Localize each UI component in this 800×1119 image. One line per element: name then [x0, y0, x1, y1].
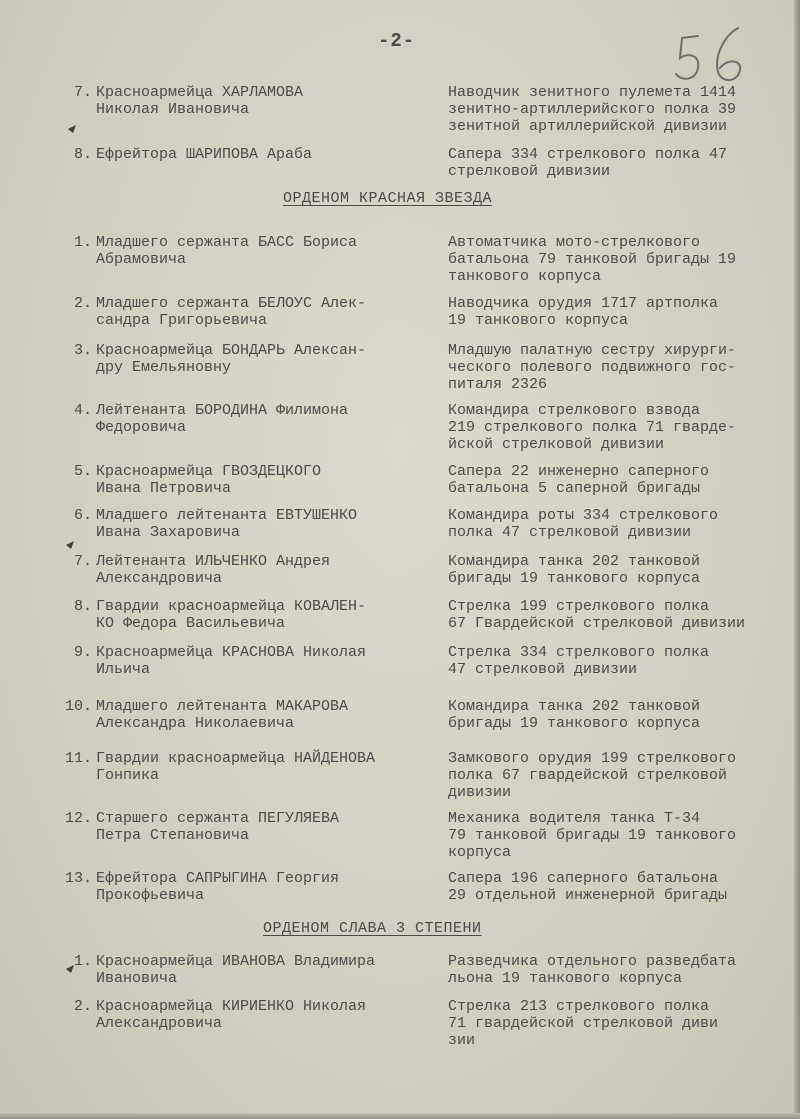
unit-line: бригады 19 танкового корпуса: [448, 715, 701, 732]
archive-handwritten-number: [668, 22, 758, 92]
unit-line: танкового корпуса: [448, 268, 602, 285]
recipient-unit: [448, 507, 798, 541]
recipient-name: [96, 146, 436, 163]
unit-line: Стрелка 334 стрелкового полка: [448, 644, 710, 661]
entry-number: 10.: [64, 698, 92, 715]
recipient-unit: [448, 644, 798, 678]
page-edge-bottom: [0, 1113, 800, 1119]
entry-number: 6.: [73, 507, 92, 524]
entry-number: 2.: [73, 295, 92, 312]
recipient-name: [96, 953, 436, 987]
recipient-name: [96, 644, 436, 678]
unit-line: стрелковой дивизии: [448, 163, 611, 180]
entry-number: 8.: [73, 598, 92, 615]
name-line: Старшего сержанта ПЕГУЛЯЕВА: [96, 810, 340, 827]
name-line: Младшего сержанта БЕЛОУС Алек-: [96, 295, 367, 312]
recipient-unit: [448, 598, 798, 632]
name-line: Красноармейца БОНДАРЬ Алексан-: [96, 342, 367, 359]
unit-line: льона 19 танкового корпуса: [448, 970, 683, 987]
unit-line: Командира стрелкового взвода: [448, 402, 701, 419]
unit-line: Наводчика орудия 1717 артполка: [448, 295, 719, 312]
name-line: Ивана Захаровича: [96, 524, 241, 541]
name-line: Ефрейтора САПРЫГИНА Георгия: [96, 870, 340, 887]
name-line: Александровича: [96, 1015, 223, 1032]
recipient-name: [96, 342, 436, 376]
name-line: Федоровича: [96, 419, 187, 436]
recipient-name: [96, 295, 436, 329]
recipient-unit: [448, 295, 798, 329]
recipient-unit: [448, 84, 798, 135]
name-line: Младшего лейтенанта МАКАРОВА: [96, 698, 349, 715]
recipient-name: [96, 507, 436, 541]
recipient-unit: [448, 553, 798, 587]
unit-line: 79 танковой бригады 19 танкового: [448, 827, 737, 844]
name-line: дру Емельяновну: [96, 359, 232, 376]
name-line: Александра Николаевича: [96, 715, 295, 732]
name-line: Красноармейца ХАРЛАМОВА: [96, 84, 304, 101]
name-line: Гвардии красноармейца НАЙДЕНОВА: [96, 750, 376, 767]
unit-line: Сапера 334 стрелкового полка 47: [448, 146, 728, 163]
unit-line: полка 67 гвардейской стрелковой: [448, 767, 728, 784]
name-line: Прокофьевича: [96, 887, 205, 904]
recipient-name: [96, 234, 436, 268]
entry-number: 9.: [73, 644, 92, 661]
recipient-unit: [448, 698, 798, 732]
recipient-unit: [448, 750, 798, 801]
unit-line: 219 стрелкового полка 71 гварде-: [448, 419, 737, 436]
name-line: Младшего сержанта БАСС Бориса: [96, 234, 358, 251]
unit-line: Разведчика отдельного разведбата: [448, 953, 737, 970]
recipient-unit: [448, 998, 798, 1049]
unit-line: Командира роты 334 стрелкового: [448, 507, 719, 524]
entry-number: 11.: [64, 750, 92, 767]
name-line: КО Федора Васильевича: [96, 615, 286, 632]
recipient-unit: [448, 342, 798, 393]
entry-number: 12.: [64, 810, 92, 827]
punch-mark: [64, 538, 76, 550]
recipient-name: [96, 698, 436, 732]
name-line: Красноармейца КРАСНОВА Николая: [96, 644, 367, 661]
entry-number: 5.: [73, 463, 92, 480]
entry-number: 4.: [73, 402, 92, 419]
name-line: Младшего лейтенанта ЕВТУШЕНКО: [96, 507, 358, 524]
recipient-unit: [448, 810, 798, 861]
unit-line: Механика водителя танка Т-34: [448, 810, 701, 827]
unit-line: зенитно-артиллерийского полка 39: [448, 101, 737, 118]
punch-mark: [64, 962, 76, 974]
entry-number: 7.: [73, 553, 92, 570]
entry-number: 2.: [73, 998, 92, 1015]
unit-line: Стрелка 213 стрелкового полка: [448, 998, 710, 1015]
name-line: Абрамовича: [96, 251, 187, 268]
punch-mark: [66, 122, 78, 134]
unit-line: 29 отдельной инженерной бригады: [448, 887, 728, 904]
name-line: Лейтенанта ИЛЬЧЕНКО Андрея: [96, 553, 331, 570]
name-line: Александровича: [96, 570, 223, 587]
unit-line: батальона 5 саперной бригады: [448, 480, 701, 497]
name-line: Ефрейтора ШАРИПОВА Араба: [96, 146, 313, 163]
name-line: Красноармейца ИВАНОВА Владимира: [96, 953, 376, 970]
entry-number: 8.: [73, 146, 92, 163]
recipient-name: [96, 998, 436, 1032]
unit-line: Автоматчика мото-стрелкового: [448, 234, 701, 251]
name-line: Николая Ивановича: [96, 101, 250, 118]
unit-line: Командира танка 202 танковой: [448, 553, 701, 570]
recipient-unit: [448, 402, 798, 453]
unit-line: Наводчик зенитного пулемета 1414: [448, 84, 737, 101]
heading-order-red-star: ОРДЕНОМ КРАСНАЯ ЗВЕЗДА: [283, 190, 493, 207]
name-line: Красноармейца КИРИЕНКО Николая: [96, 998, 367, 1015]
name-line: Ивановича: [96, 970, 178, 987]
recipient-name: [96, 598, 436, 632]
unit-line: Сапера 22 инженерно саперного: [448, 463, 710, 480]
recipient-unit: [448, 146, 798, 180]
name-line: Ивана Петровича: [96, 480, 232, 497]
name-line: Гвардии красноармейца КОВАЛЕН-: [96, 598, 367, 615]
unit-line: Сапера 196 саперного батальона: [448, 870, 719, 887]
unit-line: полка 47 стрелковой дивизии: [448, 524, 692, 541]
recipient-name: [96, 463, 436, 497]
entry-number: 3.: [73, 342, 92, 359]
recipient-unit: [448, 870, 798, 904]
recipient-unit: [448, 953, 798, 987]
recipient-unit: [448, 234, 798, 285]
unit-line: питаля 2326: [448, 376, 548, 393]
unit-line: батальона 79 танковой бригады 19: [448, 251, 737, 268]
unit-line: 19 танкового корпуса: [448, 312, 629, 329]
unit-line: ческого полевого подвижного гос-: [448, 359, 737, 376]
recipient-name: [96, 870, 436, 904]
unit-line: йской стрелковой дивизии: [448, 436, 665, 453]
unit-line: Младшую палатную сестру хирурги-: [448, 342, 737, 359]
entry-number: 1.: [73, 953, 92, 970]
unit-line: бригады 19 танкового корпуса: [448, 570, 701, 587]
recipient-name: [96, 402, 436, 436]
recipient-name: [96, 750, 436, 784]
unit-line: дивизии: [448, 784, 512, 801]
entry-number: 13.: [64, 870, 92, 887]
name-line: сандра Григорьевича: [96, 312, 268, 329]
name-line: Красноармейца ГВОЗДЕЦКОГО: [96, 463, 322, 480]
entry-number: 1.: [73, 234, 92, 251]
name-line: Петра Степановича: [96, 827, 250, 844]
unit-line: Командира танка 202 танковой: [448, 698, 701, 715]
name-line: Лейтенанта БОРОДИНА Филимона: [96, 402, 349, 419]
unit-line: 71 гвардейской стрелковой диви: [448, 1015, 719, 1032]
name-line: Гонпика: [96, 767, 160, 784]
recipient-unit: [448, 463, 798, 497]
unit-line: корпуса: [448, 844, 512, 861]
entry-number: 7.: [73, 84, 92, 101]
unit-line: зенитной артиллерийской дивизии: [448, 118, 728, 135]
recipient-name: [96, 84, 436, 118]
unit-line: Замкового орудия 199 стрелкового: [448, 750, 737, 767]
page-number: -2-: [378, 30, 416, 52]
unit-line: 47 стрелковой дивизии: [448, 661, 638, 678]
recipient-name: [96, 810, 436, 844]
archive-number-handwriting: [668, 22, 758, 92]
unit-line: зии: [448, 1032, 476, 1049]
heading-order-glory: ОРДЕНОМ СЛАВА 3 СТЕПЕНИ: [263, 920, 482, 937]
name-line: Ильича: [96, 661, 151, 678]
unit-line: 67 Гвардейской стрелковой дивизии: [448, 615, 746, 632]
recipient-name: [96, 553, 436, 587]
unit-line: Стрелка 199 стрелкового полка: [448, 598, 710, 615]
